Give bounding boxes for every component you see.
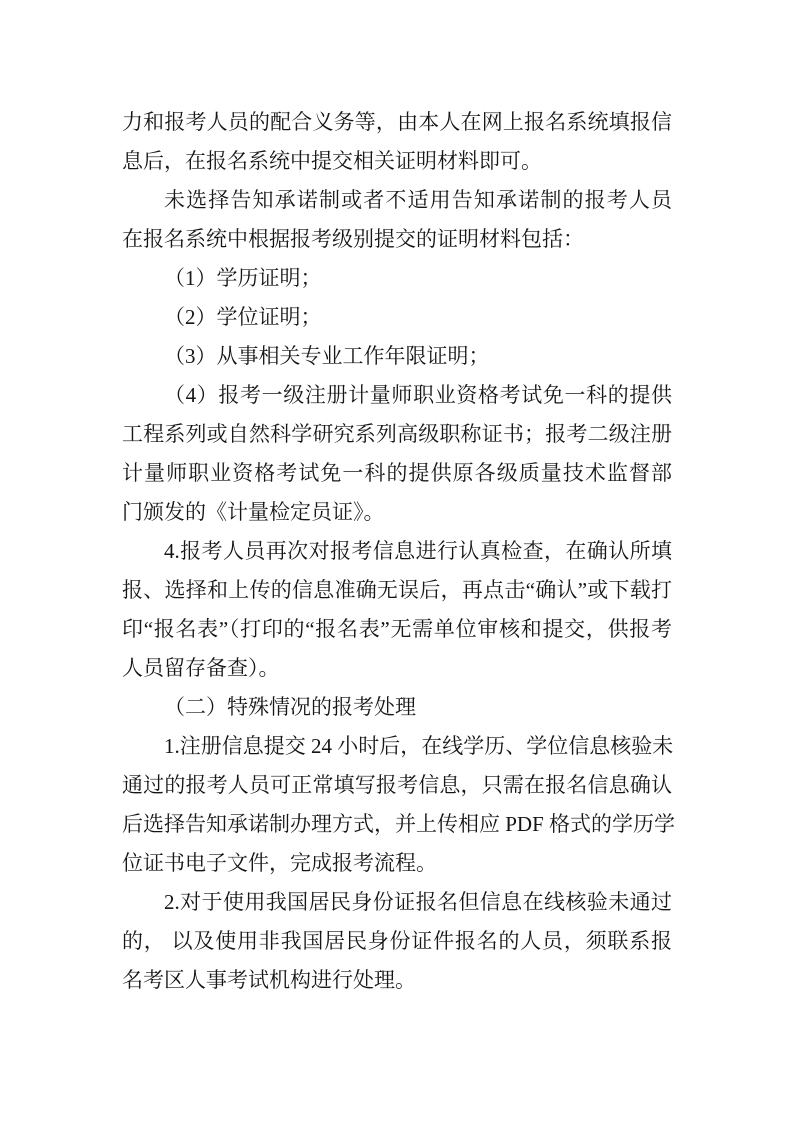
text-line: 的， 以及使用非我国居民身份证件报名的人员，须联系报 (122, 929, 672, 953)
text-line: （4）报考一级注册计量师职业资格考试免一科的提供 (164, 383, 672, 407)
text-line: 计量师职业资格考试免一科的提供原各级质量技术监督部 (122, 461, 672, 485)
paragraph (122, 298, 672, 337)
text-line: 息后，在报名系统中提交相关证明材料即可。 (122, 149, 542, 173)
text-line: 门颁发的《计量检定员证》。 (122, 500, 385, 524)
text-line: （1）学历证明； (164, 266, 322, 290)
paragraph (122, 532, 672, 688)
text-line: 4.报考人员再次对报考信息进行认真检查，在确认所填 (164, 539, 672, 563)
text-line: 报、选择和上传的信息准确无误后，再点击“确认”或下载打 (122, 578, 672, 602)
paragraph (122, 259, 672, 298)
paragraph (122, 688, 672, 727)
text-line: 未选择告知承诺制或者不适用告知承诺制的报考人员 (164, 188, 672, 212)
paragraph (122, 103, 672, 181)
text-line: 名考区人事考试机构进行处理。 (122, 968, 416, 992)
text-line: （3）从事相关专业工作年限证明； (164, 344, 490, 368)
text-line: 工程系列或自然科学研究系列高级职称证书；报考二级注册 (122, 422, 672, 446)
paragraph (122, 181, 672, 259)
text-line: 人员留存备查）。 (122, 656, 280, 680)
document-content (122, 103, 676, 1000)
text-line: （二）特殊情况的报考处理 (164, 695, 416, 719)
paragraph (122, 337, 672, 376)
text-line: 1.注册信息提交 24 小时后，在线学历、学位信息核验未 (164, 734, 674, 758)
text-line: 2.对于使用我国居民身份证报名但信息在线核验未通过 (164, 890, 672, 914)
text-line: 力和报考人员的配合义务等，由本人在网上报名系统填报信 (122, 110, 672, 134)
text-line: 通过的报考人员可正常填写报考信息，只需在报名信息确认 (122, 773, 672, 797)
text-line: 印“报名表”（打印的“报名表”无需单位审核和提交，供报考 (122, 617, 672, 641)
paragraph (122, 727, 676, 883)
text-line: （2）学位证明； (164, 305, 322, 329)
text-line: 后选择告知承诺制办理方式，并上传相应 PDF 格式的学历学 (122, 812, 676, 836)
paragraph (122, 883, 672, 1000)
paragraph (122, 376, 672, 532)
text-line: 在报名系统中根据报考级别提交的证明材料包括： (122, 227, 584, 251)
text-line: 位证书电子文件，完成报考流程。 (122, 851, 437, 875)
